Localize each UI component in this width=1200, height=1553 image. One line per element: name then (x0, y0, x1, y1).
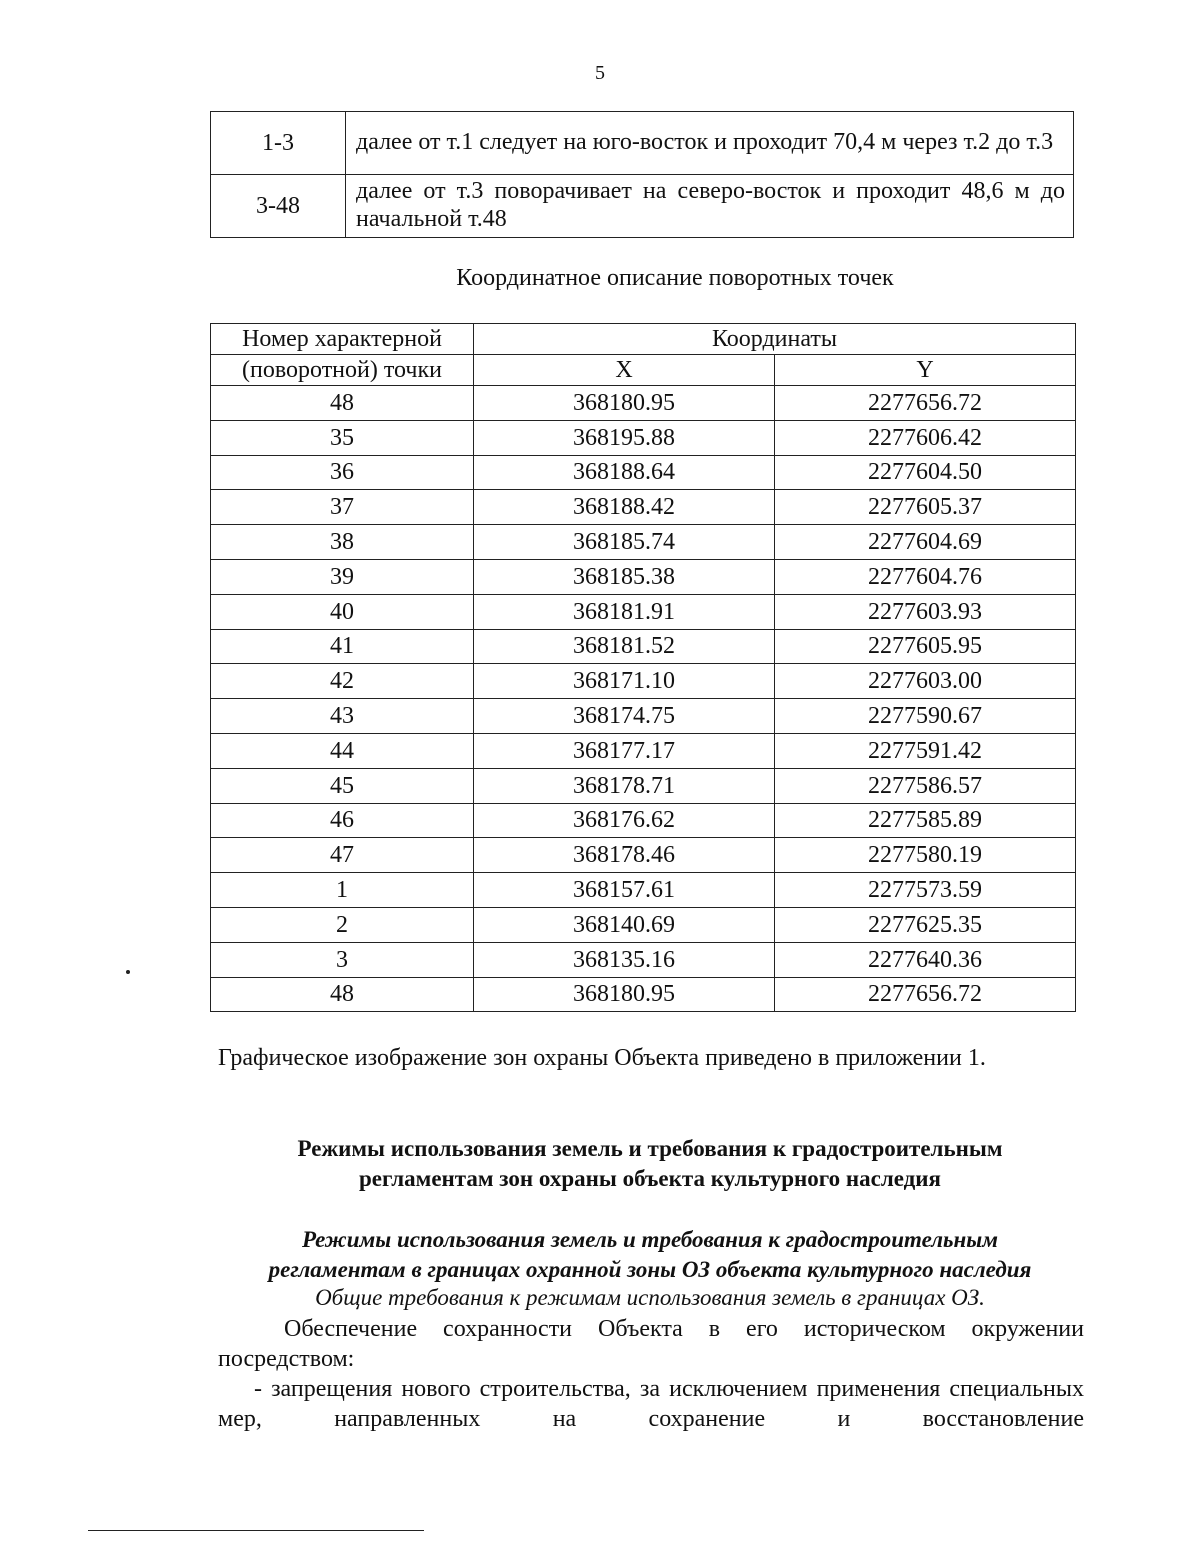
point-number: 42 (211, 664, 474, 699)
section-title (218, 1134, 1082, 1194)
coordinate-y: 2277603.00 (775, 664, 1076, 699)
point-number: 41 (211, 629, 474, 664)
graphic-note: Графическое изображение зон охраны Объекта приведено в приложении 1. (218, 1045, 986, 1071)
coordinate-y: 2277585.89 (775, 803, 1076, 838)
coordinate-x: 368185.38 (474, 559, 775, 594)
segment-description: далее от т.3 поворачивает на северо-восток и проходит 48,6 м до начальной т.48 (346, 175, 1074, 238)
header-x: X (474, 355, 775, 386)
coordinate-x: 368157.61 (474, 873, 775, 908)
section-title-line2: регламентам зон охраны объекта культурного наследия (358, 1166, 942, 1191)
page-number: 5 (595, 62, 605, 84)
point-number: 3 (211, 942, 474, 977)
point-number: 48 (211, 386, 474, 421)
point-number: 35 (211, 420, 474, 455)
coordinate-y: 2277604.69 (775, 525, 1076, 560)
coordinate-x: 368188.64 (474, 455, 775, 490)
coordinate-row (211, 942, 1076, 977)
coordinate-y: 2277656.72 (775, 386, 1076, 421)
segment-id: 3-48 (211, 175, 346, 238)
point-number: 47 (211, 838, 474, 873)
coordinate-x: 368180.95 (474, 977, 775, 1012)
coordinate-x: 368171.10 (474, 664, 775, 699)
footnote-rule (88, 1530, 424, 1531)
coordinate-x: 368181.52 (474, 629, 775, 664)
coordinate-row (211, 664, 1076, 699)
segment-row (211, 175, 1074, 238)
point-number: 2 (211, 907, 474, 942)
coordinates-table-body (211, 386, 1076, 1012)
coordinate-x: 368181.91 (474, 594, 775, 629)
coordinate-row (211, 873, 1076, 908)
coordinate-y: 2277605.95 (775, 629, 1076, 664)
coordinate-x: 368178.46 (474, 838, 775, 873)
coordinate-y: 2277573.59 (775, 873, 1076, 908)
coordinate-row (211, 907, 1076, 942)
header-coordinates: Координаты (474, 324, 1076, 355)
point-number: 40 (211, 594, 474, 629)
coordinate-x: 368180.95 (474, 386, 775, 421)
header-point-line1: Номер характерной (211, 324, 474, 355)
coordinates-table (210, 323, 1076, 1012)
coordinate-x: 368177.17 (474, 733, 775, 768)
coordinate-y: 2277586.57 (775, 768, 1076, 803)
header-y: Y (775, 355, 1076, 386)
segment-id: 1-3 (211, 112, 346, 175)
coordinate-row (211, 455, 1076, 490)
header-point-line2: (поворотной) точки (211, 355, 474, 386)
coordinate-row (211, 629, 1076, 664)
section-title-line1: Режимы использования земель и требования к градостроительным (297, 1136, 1003, 1161)
point-number: 38 (211, 525, 474, 560)
coordinate-x: 368135.16 (474, 942, 775, 977)
coordinate-y: 2277640.36 (775, 942, 1076, 977)
coordinate-x: 368188.42 (474, 490, 775, 525)
point-number: 43 (211, 699, 474, 734)
point-number: 36 (211, 455, 474, 490)
subsection-title-line2: регламентам в границах охранной зоны ОЗ объекта культурного наследия (268, 1257, 1032, 1282)
coordinate-x: 368178.71 (474, 768, 775, 803)
subsection-title-line1: Режимы использования земель и требования к градостроительным (301, 1227, 999, 1252)
coordinate-y: 2277604.76 (775, 559, 1076, 594)
paragraph-preservation: Обеспечение сохранности Объекта в его историческом окружении посредством: (218, 1316, 1084, 1372)
coordinate-y: 2277656.72 (775, 977, 1076, 1012)
coordinate-row (211, 594, 1076, 629)
paragraph-prohibition: - запрещения нового строительства, за исключением применения специальных мер, направленных на сохранение и восстановление (218, 1376, 1084, 1432)
coordinate-row (211, 559, 1076, 594)
subsection-title (218, 1225, 1082, 1285)
coordinate-y: 2277625.35 (775, 907, 1076, 942)
coordinate-row (211, 977, 1076, 1012)
coordinate-y: 2277590.67 (775, 699, 1076, 734)
requirements-title: Общие требования к режимам использования земель в границах ОЗ. (315, 1285, 985, 1310)
point-number: 48 (211, 977, 474, 1012)
point-number: 44 (211, 733, 474, 768)
point-number: 1 (211, 873, 474, 908)
point-number: 39 (211, 559, 474, 594)
point-number: 46 (211, 803, 474, 838)
coordinate-x: 368176.62 (474, 803, 775, 838)
coordinate-x: 368140.69 (474, 907, 775, 942)
point-number: 45 (211, 768, 474, 803)
coordinate-y: 2277605.37 (775, 490, 1076, 525)
segment-table (210, 111, 1074, 238)
coordinate-row (211, 386, 1076, 421)
coordinate-y: 2277606.42 (775, 420, 1076, 455)
coordinate-y: 2277580.19 (775, 838, 1076, 873)
coordinate-x: 368185.74 (474, 525, 775, 560)
segment-description: далее от т.1 следует на юго-восток и проходит 70,4 м через т.2 до т.3 (346, 112, 1074, 175)
coordinate-row (211, 803, 1076, 838)
coordinate-row (211, 490, 1076, 525)
coordinate-row (211, 420, 1076, 455)
coordinate-row (211, 838, 1076, 873)
coordinate-y: 2277591.42 (775, 733, 1076, 768)
coordinate-y: 2277603.93 (775, 594, 1076, 629)
segment-row (211, 112, 1074, 175)
coordinate-y: 2277604.50 (775, 455, 1076, 490)
point-number: 37 (211, 490, 474, 525)
segment-table-body (211, 112, 1074, 238)
coordinate-x: 368174.75 (474, 699, 775, 734)
coordinate-row (211, 733, 1076, 768)
coordinate-row (211, 525, 1076, 560)
coordinates-heading: Координатное описание поворотных точек (456, 265, 894, 291)
coordinate-row (211, 768, 1076, 803)
coordinate-row (211, 699, 1076, 734)
coordinate-x: 368195.88 (474, 420, 775, 455)
scan-dot (126, 970, 130, 974)
